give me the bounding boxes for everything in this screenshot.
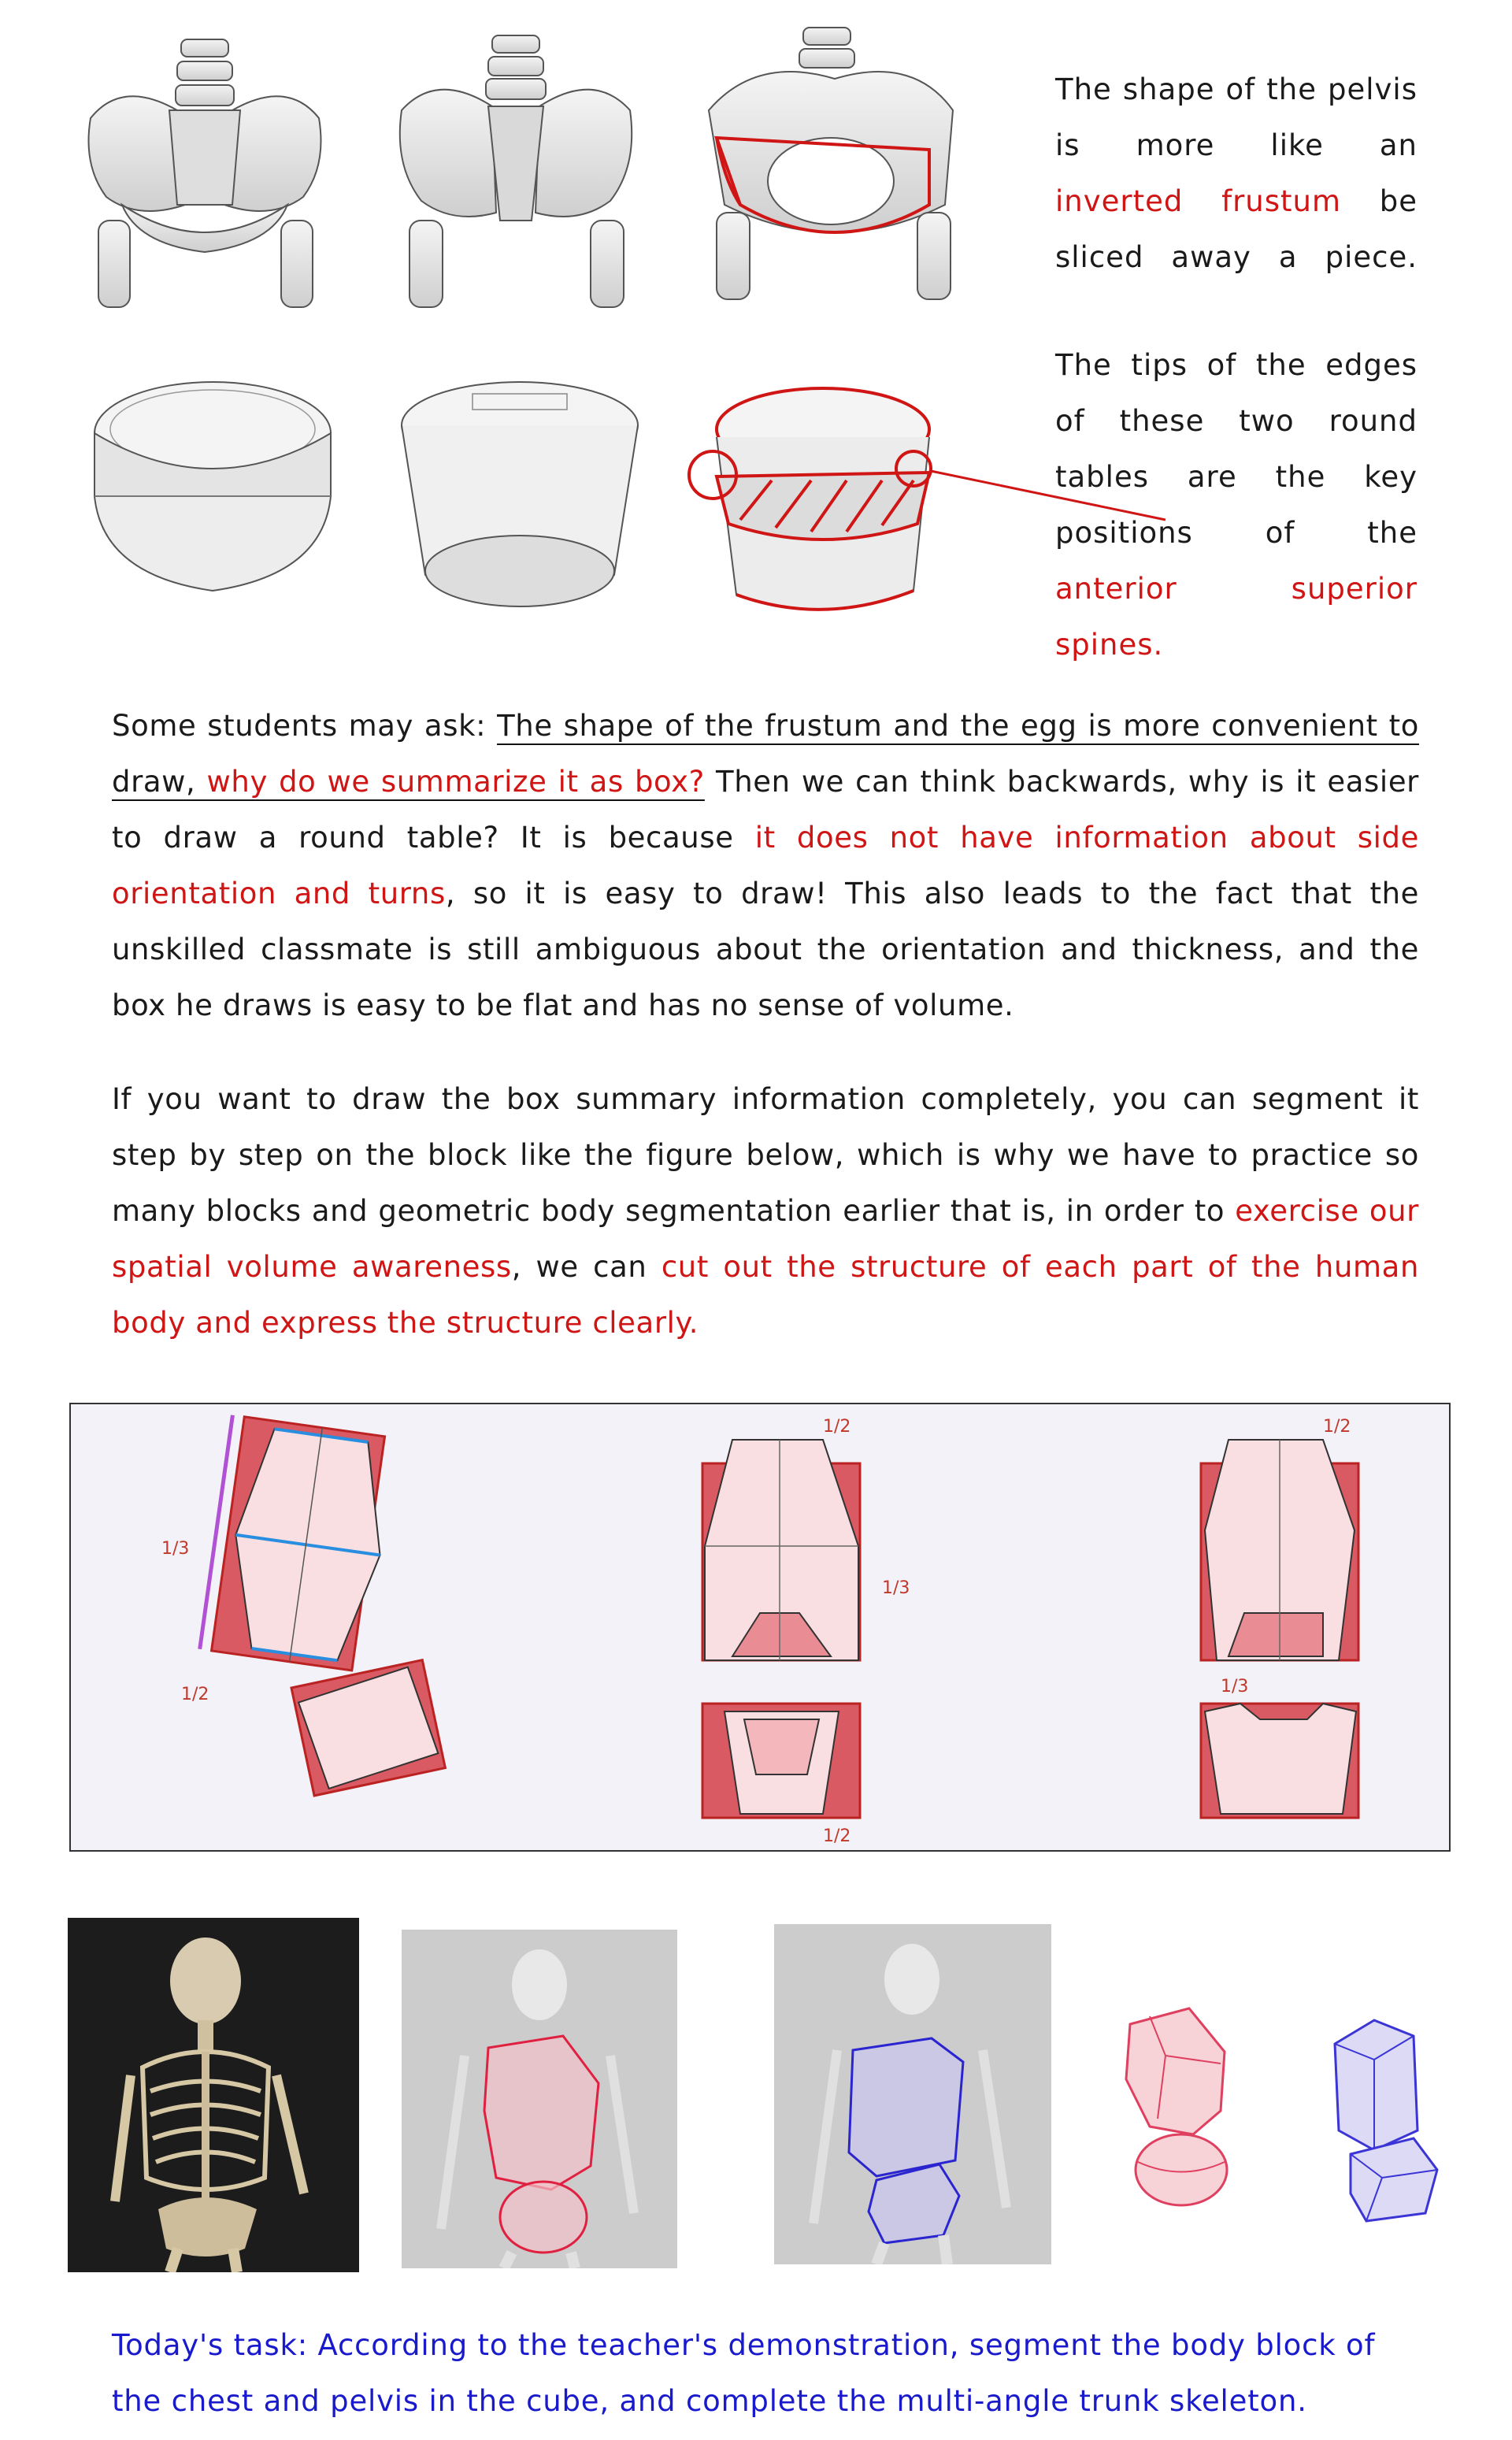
mark-third-3: 1/3: [1221, 1677, 1249, 1697]
p1-underlined: The shape of the frustum and the egg is more convenient to draw,: [112, 709, 1420, 799]
mark-half-3: 1/2: [823, 1826, 851, 1846]
note1-text: The shape of the pelvis is more like an: [1055, 72, 1418, 162]
pelvis-back-illustration: [382, 24, 650, 315]
p1-text-a: Some students may ask:: [112, 709, 498, 743]
side-note-1: [1055, 61, 1418, 285]
p2-text-a: If you want to draw the box summary information completely, you can segment it step by step on the block like the figure below, which is why we have to practice so many blocks and geometric body segmentation earlier that is, in order to: [112, 1082, 1419, 1228]
note1-highlight: inverted frustum: [1055, 184, 1342, 218]
p2-text-b: , we can: [511, 1250, 662, 1284]
today-task: Today's task: According to the teacher's demonstration, segment the body block of the chest and pelvis in the cube, and complete the multi-angle trunk skeleton.: [112, 2328, 1376, 2418]
red-block-sketch: [1118, 2001, 1244, 2213]
pelvis-annotated-illustration: [693, 24, 976, 307]
side-note-2: [1055, 337, 1418, 673]
note2-highlight: anterior superior spines.: [1055, 572, 1418, 662]
mark-third-2: 1/3: [882, 1578, 910, 1598]
skeleton-photo: [68, 1918, 359, 2272]
p1-highlight-reason: it does not have information about side orientation and turns: [112, 821, 1419, 910]
mark-third-1: 1/3: [161, 1539, 190, 1559]
skeleton-blue-overlay: [774, 1924, 1051, 2264]
note1-text-end: be sliced away a piece.: [1055, 184, 1418, 274]
frustum-annotated-illustration: [677, 382, 937, 634]
paragraph-2: [112, 1071, 1419, 1351]
p1-text-b: Then we can think backwards, why is it easier to draw a round table? It is because: [112, 765, 1419, 855]
mark-half-1: 1/2: [181, 1685, 209, 1704]
p1-text-c: , so it is easy to draw! This also leads to the fact that the unskilled classmate is still ambiguous about the orientation and thickness, and the box he draws is easy to be flat and has no sense of volume.: [112, 877, 1419, 1022]
frustum-front-illustration: [87, 378, 339, 614]
box-segmentation-diagram: [69, 1403, 1451, 1852]
paragraph-1: [112, 698, 1419, 1033]
mark-half-4: 1/2: [1323, 1417, 1351, 1437]
frustum-back-illustration: [394, 378, 646, 614]
p1-highlight-question: why do we summarize it as box?: [206, 765, 705, 799]
note2-text: The tips of the edges of these two round tables are the key positions of the: [1055, 348, 1418, 550]
skeleton-red-overlay: [402, 1930, 677, 2268]
pelvis-front-illustration: [75, 24, 335, 315]
p2-highlight-awareness: exercise our spatial volume awareness: [112, 1194, 1419, 1284]
blue-block-sketch: [1327, 2012, 1453, 2225]
p2-highlight-structure: cut out the structure of each part of the human body and express the structure clearly.: [112, 1250, 1419, 1340]
mark-half-2: 1/2: [823, 1417, 851, 1437]
